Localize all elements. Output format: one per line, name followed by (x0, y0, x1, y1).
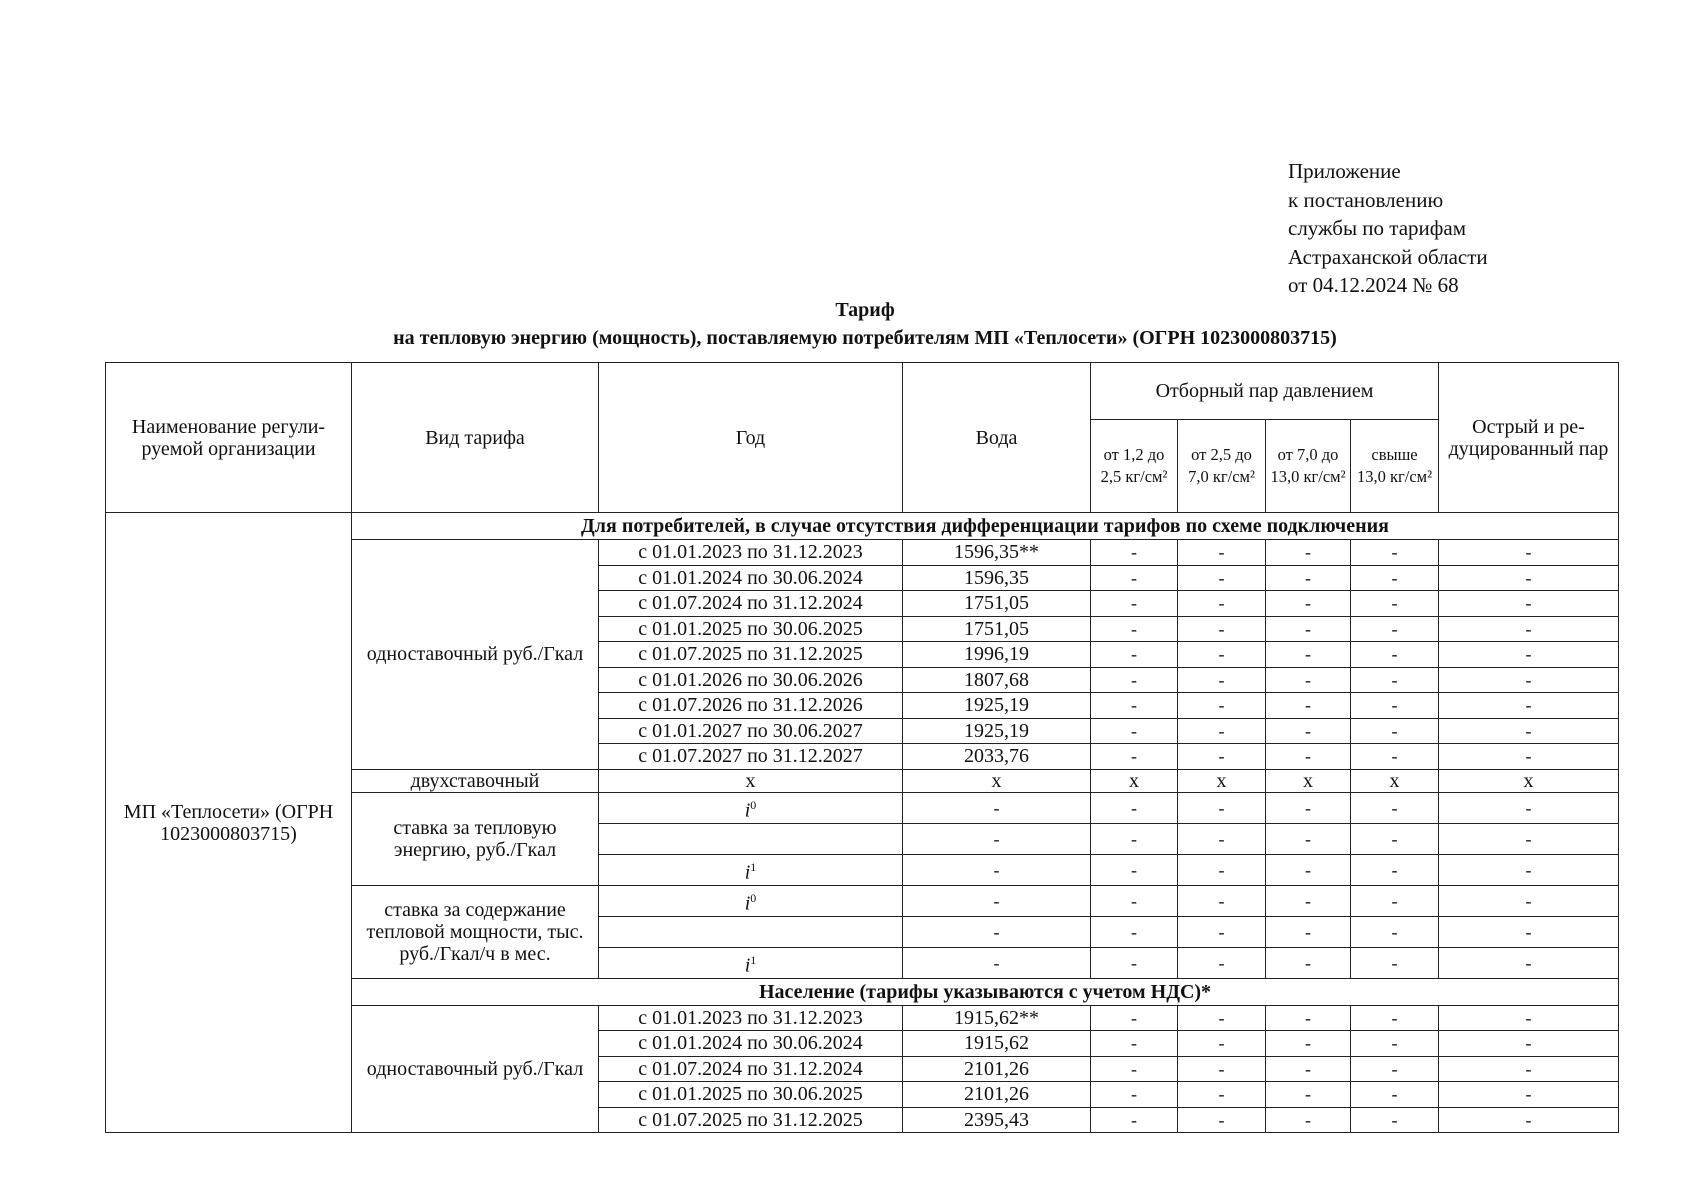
dash-cell: - (1091, 744, 1178, 770)
dash-cell: - (903, 947, 1091, 978)
x-mark: х (1091, 769, 1178, 792)
dash-cell: - (1178, 667, 1266, 693)
dash-cell: - (1266, 565, 1351, 591)
index-superscript: 0 (750, 890, 757, 905)
dash-cell: - (1351, 854, 1439, 885)
index-superscript: 0 (750, 797, 757, 812)
dash-cell: - (1178, 540, 1266, 566)
dash-cell: - (1439, 1031, 1619, 1057)
dash-cell: - (1351, 916, 1439, 947)
dash-cell: - (1091, 616, 1178, 642)
period-cell: с 01.07.2024 по 31.12.2024 (599, 1056, 903, 1082)
header-org: Наименование регули-руемой организации (106, 363, 352, 513)
dash-cell: - (1266, 693, 1351, 719)
dash-cell: - (1266, 1107, 1351, 1133)
dash-cell: - (1091, 916, 1178, 947)
dash-cell: - (1178, 1031, 1266, 1057)
appendix-line: Приложение (1288, 159, 1401, 183)
dash-cell: - (1351, 792, 1439, 823)
dash-cell: - (1266, 718, 1351, 744)
empty-cell (599, 916, 903, 947)
dash-cell: - (1091, 947, 1178, 978)
water-value: 2101,26 (903, 1056, 1091, 1082)
index-symbol-i0 (599, 885, 903, 916)
dash-cell: - (1266, 1031, 1351, 1057)
water-value: 2101,26 (903, 1082, 1091, 1108)
dash-cell: - (1178, 1107, 1266, 1133)
dash-cell: - (1091, 642, 1178, 668)
dash-cell: - (1178, 718, 1266, 744)
dash-cell: - (1351, 1082, 1439, 1108)
period-cell: с 01.07.2026 по 31.12.2026 (599, 693, 903, 719)
dash-cell: - (1439, 1005, 1619, 1031)
dash-cell: - (1266, 591, 1351, 617)
one-rate-label: одноставочный руб./Гкал (352, 540, 599, 770)
index-letter: i (744, 799, 751, 822)
dash-cell: - (1266, 616, 1351, 642)
period-cell: с 01.01.2025 по 30.06.2025 (599, 1082, 903, 1108)
dash-cell: - (1178, 1005, 1266, 1031)
org-name-cell: МП «Теплосети» (ОГРН 1023000803715) (106, 513, 352, 1133)
dash-cell: - (1351, 744, 1439, 770)
dash-cell: - (1266, 885, 1351, 916)
water-value: 1596,35** (903, 540, 1091, 566)
dash-cell: - (1351, 565, 1439, 591)
period-cell: с 01.01.2023 по 31.12.2023 (599, 540, 903, 566)
dash-cell: - (1091, 885, 1178, 916)
one-rate-label: одноставочный руб./Гкал (352, 1005, 599, 1133)
dash-cell: - (1439, 792, 1619, 823)
index-letter: i (744, 861, 751, 884)
water-value: 1915,62 (903, 1031, 1091, 1057)
period-cell: с 01.01.2026 по 30.06.2026 (599, 667, 903, 693)
appendix-line: к постановлению (1288, 187, 1444, 212)
dash-cell: - (1091, 565, 1178, 591)
water-value: 1596,35 (903, 565, 1091, 591)
water-value: 1925,19 (903, 693, 1091, 719)
dash-cell: - (1178, 1056, 1266, 1082)
dash-cell: - (1091, 1107, 1178, 1133)
header-steam-col: от 7,0 до 13,0 кг/см² (1266, 420, 1351, 513)
dash-cell: - (1266, 642, 1351, 668)
dash-cell: - (1351, 616, 1439, 642)
dash-cell: - (1439, 565, 1619, 591)
header-steam-col: свыше 13,0 кг/см² (1351, 420, 1439, 513)
dash-cell: - (1439, 693, 1619, 719)
two-rate-label: двухставочный (352, 769, 599, 792)
index-letter: i (744, 954, 751, 977)
period-cell: с 01.01.2024 по 30.06.2024 (599, 565, 903, 591)
x-mark: х (1266, 769, 1351, 792)
dash-cell: - (1351, 1056, 1439, 1082)
index-letter: i (744, 892, 751, 915)
dash-cell: - (1178, 642, 1266, 668)
x-mark: х (903, 769, 1091, 792)
dash-cell: - (1178, 616, 1266, 642)
period-cell: с 01.07.2025 по 31.12.2025 (599, 1107, 903, 1133)
header-steam-group: Отборный пар давлением (1091, 363, 1439, 420)
index-superscript: 1 (750, 859, 757, 874)
dash-cell: - (1266, 1005, 1351, 1031)
period-cell: с 01.01.2024 по 30.06.2024 (599, 1031, 903, 1057)
title-line-2: на тепловую энергию (мощность), поставляемую потребителям МП «Теплосети» (ОГРН 1023000803715) (393, 327, 1337, 349)
water-value: 1925,19 (903, 718, 1091, 744)
dash-cell: - (1351, 591, 1439, 617)
tariff-table (105, 362, 1619, 1133)
period-cell: с 01.07.2025 по 31.12.2025 (599, 642, 903, 668)
water-value: 1751,05 (903, 591, 1091, 617)
header-sharp-steam: Острый и ре-дуцированный пар (1439, 363, 1619, 513)
water-value: 2395,43 (903, 1107, 1091, 1133)
dash-cell: - (1351, 1107, 1439, 1133)
dash-cell: - (1351, 667, 1439, 693)
dash-cell: - (1439, 1082, 1619, 1108)
dash-cell: - (1178, 744, 1266, 770)
x-mark: х (1178, 769, 1266, 792)
dash-cell: - (1091, 540, 1178, 566)
dash-cell: - (1351, 1005, 1439, 1031)
dash-cell: - (1351, 947, 1439, 978)
header-tariff-type: Вид тарифа (352, 363, 599, 513)
dash-cell: - (1178, 1082, 1266, 1108)
header-year: Год (599, 363, 903, 513)
dash-cell: - (1178, 565, 1266, 591)
dash-cell: - (1091, 1031, 1178, 1057)
dash-cell: - (903, 885, 1091, 916)
dash-cell: - (1351, 885, 1439, 916)
appendix-note (1288, 157, 1488, 300)
dash-cell: - (1266, 916, 1351, 947)
water-value: 1915,62** (903, 1005, 1091, 1031)
header-water: Вода (903, 363, 1091, 513)
dash-cell: - (1178, 854, 1266, 885)
dash-cell: - (1178, 916, 1266, 947)
dash-cell: - (1439, 667, 1619, 693)
dash-cell: - (903, 792, 1091, 823)
dash-cell: - (1351, 1031, 1439, 1057)
dash-cell: - (1266, 667, 1351, 693)
dash-cell: - (1266, 854, 1351, 885)
water-value: 1807,68 (903, 667, 1091, 693)
dash-cell: - (1351, 540, 1439, 566)
dash-cell: - (1266, 540, 1351, 566)
appendix-line: Астраханской области (1288, 244, 1488, 269)
dash-cell: - (1266, 1082, 1351, 1108)
dash-cell: - (1439, 591, 1619, 617)
dash-cell: - (1266, 792, 1351, 823)
header-steam-col: от 2,5 до 7,0 кг/см² (1178, 420, 1266, 513)
dash-cell: - (1439, 916, 1619, 947)
dash-cell: - (1091, 718, 1178, 744)
index-symbol-i0 (599, 792, 903, 823)
dash-cell: - (1266, 744, 1351, 770)
water-value: 1751,05 (903, 616, 1091, 642)
dash-cell: - (1178, 823, 1266, 854)
period-cell: с 01.01.2027 по 30.06.2027 (599, 718, 903, 744)
period-cell: с 01.01.2025 по 30.06.2025 (599, 616, 903, 642)
dash-cell: - (1178, 792, 1266, 823)
index-symbol-i1 (599, 947, 903, 978)
dash-cell: - (1178, 947, 1266, 978)
water-value: 1996,19 (903, 642, 1091, 668)
dash-cell: - (1439, 947, 1619, 978)
index-symbol-i1 (599, 854, 903, 885)
dash-cell: - (1351, 642, 1439, 668)
energy-rate-label: ставка за тепловую энергию, руб./Гкал (352, 792, 599, 885)
period-cell: с 01.01.2023 по 31.12.2023 (599, 1005, 903, 1031)
dash-cell: - (1091, 1056, 1178, 1082)
dash-cell: - (1351, 718, 1439, 744)
x-mark: х (1351, 769, 1439, 792)
dash-cell: - (903, 854, 1091, 885)
empty-cell (599, 823, 903, 854)
header-steam-col: от 1,2 до 2,5 кг/см² (1091, 420, 1178, 513)
dash-cell: - (1439, 885, 1619, 916)
dash-cell: - (1266, 947, 1351, 978)
dash-cell: - (1439, 540, 1619, 566)
dash-cell: - (1091, 854, 1178, 885)
capacity-rate-label: ставка за содержание тепловой мощности, тыс. руб./Гкал/ч в мес. (352, 885, 599, 978)
dash-cell: - (1091, 823, 1178, 854)
dash-cell: - (1439, 854, 1619, 885)
title-line-1: Тариф (835, 299, 895, 321)
dash-cell: - (1091, 667, 1178, 693)
dash-cell: - (1266, 823, 1351, 854)
dash-cell: - (1439, 744, 1619, 770)
dash-cell: - (1091, 792, 1178, 823)
water-value: 2033,76 (903, 744, 1091, 770)
dash-cell: - (1091, 693, 1178, 719)
dash-cell: - (1091, 1082, 1178, 1108)
dash-cell: - (1439, 823, 1619, 854)
dash-cell: - (1178, 885, 1266, 916)
index-superscript: 1 (750, 952, 757, 967)
dash-cell: - (1091, 591, 1178, 617)
dash-cell: - (1351, 823, 1439, 854)
dash-cell: - (1439, 642, 1619, 668)
dash-cell: - (1178, 693, 1266, 719)
dash-cell: - (1351, 693, 1439, 719)
appendix-line: службы по тарифам (1288, 216, 1466, 240)
dash-cell: - (1439, 1056, 1619, 1082)
document-title (0, 296, 1697, 352)
section-title: Для потребителей, в случае отсутствия дифференциации тарифов по схеме подключения (352, 513, 1619, 540)
dash-cell: - (903, 916, 1091, 947)
period-cell: с 01.07.2027 по 31.12.2027 (599, 744, 903, 770)
x-mark: х (1439, 769, 1619, 792)
dash-cell: - (903, 823, 1091, 854)
dash-cell: - (1091, 1005, 1178, 1031)
appendix-line: от 04.12.2024 № 68 (1288, 273, 1459, 297)
dash-cell: - (1439, 718, 1619, 744)
dash-cell: - (1266, 1056, 1351, 1082)
x-mark: х (599, 769, 903, 792)
dash-cell: - (1439, 1107, 1619, 1133)
dash-cell: - (1439, 616, 1619, 642)
dash-cell: - (1178, 591, 1266, 617)
period-cell: с 01.07.2024 по 31.12.2024 (599, 591, 903, 617)
section-title: Население (тарифы указываются с учетом НДС)* (352, 978, 1619, 1005)
